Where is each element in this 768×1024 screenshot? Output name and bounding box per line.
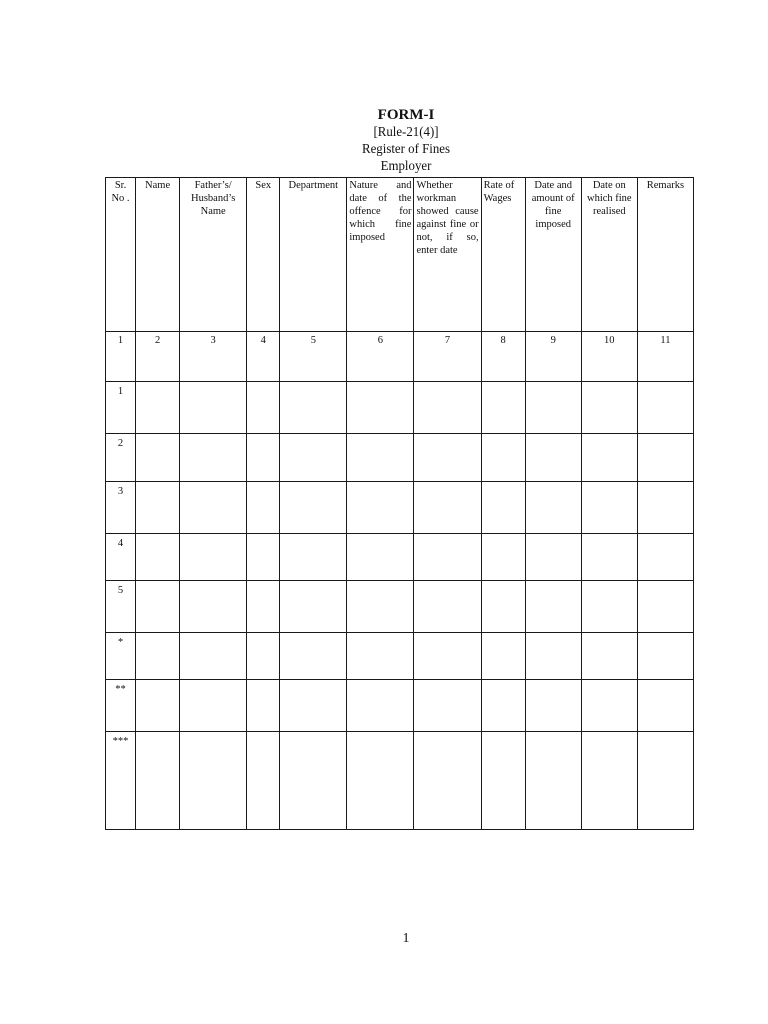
register-of-fines-table [105,177,694,830]
table-cell [347,382,414,434]
column-header: Department [280,178,347,332]
column-number: 4 [247,332,280,382]
table-cell [414,534,481,581]
table-cell [637,534,693,581]
table-cell [414,633,481,680]
table-cell [247,482,280,534]
column-header: Sr. No . [106,178,136,332]
table-cell [247,680,280,732]
column-number: 7 [414,332,481,382]
table-cell [581,581,637,633]
table-cell [481,581,525,633]
table-cell [525,581,581,633]
table-cell [280,680,347,732]
column-header: Remarks [637,178,693,332]
table-cell [637,482,693,534]
table-cell [180,534,247,581]
table-cell [180,581,247,633]
table-cell [581,534,637,581]
rule-reference: [Rule-21(4)] [373,125,439,140]
table-cell [525,534,581,581]
column-number: 10 [581,332,637,382]
table-cell [280,581,347,633]
column-header-row [106,178,694,332]
table-cell [347,633,414,680]
employer-label: Employer [380,159,432,174]
table-cell [581,434,637,482]
column-header: Sex [247,178,280,332]
column-number: 1 [106,332,136,382]
table-cell [481,382,525,434]
serial-number-cell: 3 [106,482,136,534]
table-cell [637,581,693,633]
table-cell [414,434,481,482]
table-cell [525,482,581,534]
column-number: 3 [180,332,247,382]
table-cell [637,434,693,482]
table-cell [481,680,525,732]
table-cell [136,581,180,633]
table-cell [637,732,693,830]
form-header [0,107,768,175]
table-cell [180,482,247,534]
serial-number-cell: 2 [106,434,136,482]
table-row [106,382,694,434]
table-cell [136,534,180,581]
serial-number-cell: 1 [106,382,136,434]
form-title: FORM-I [377,107,435,123]
table-cell [180,680,247,732]
table-cell [581,633,637,680]
table-cell [136,680,180,732]
table-cell [247,434,280,482]
table-cell [280,534,347,581]
table-cell [481,534,525,581]
table-cell [347,534,414,581]
table-row [106,534,694,581]
column-number: 5 [280,332,347,382]
table-cell [525,633,581,680]
table-cell [414,732,481,830]
serial-number-cell: * [106,633,136,680]
table-row [106,581,694,633]
column-header: Nature and date of the offence for which fine imposed [347,178,414,332]
table-cell [280,382,347,434]
table-cell [414,581,481,633]
table-cell [136,732,180,830]
serial-number-cell: ** [106,680,136,732]
table-cell [581,482,637,534]
table-cell [280,482,347,534]
table-cell [637,680,693,732]
column-header: Whether workman showed cause against fine or not, if so, enter date [414,178,481,332]
table-row [106,434,694,482]
table-cell [180,633,247,680]
register-title: Register of Fines [361,142,451,157]
register-body [106,332,694,830]
column-number: 11 [637,332,693,382]
table-cell [637,633,693,680]
table-cell [247,534,280,581]
table-cell [481,434,525,482]
table-cell [347,680,414,732]
table-cell [180,434,247,482]
column-number: 2 [136,332,180,382]
table-cell [136,382,180,434]
table-cell [525,382,581,434]
table-cell [481,633,525,680]
table-cell [247,732,280,830]
table-cell [581,680,637,732]
table-cell [525,732,581,830]
serial-number-cell: *** [106,732,136,830]
table-row [106,482,694,534]
column-header: Date and amount of fine imposed [525,178,581,332]
column-number: 9 [525,332,581,382]
table-cell [481,732,525,830]
table-cell [347,434,414,482]
table-cell [180,382,247,434]
table-cell [581,382,637,434]
column-header: Rate of Wages [481,178,525,332]
serial-number-cell: 5 [106,581,136,633]
column-header: Name [136,178,180,332]
table-cell [414,482,481,534]
table-cell [247,382,280,434]
column-header: Date on which fine realised [581,178,637,332]
table-cell [347,482,414,534]
table-cell [347,581,414,633]
table-cell [280,434,347,482]
table-cell [525,680,581,732]
table-cell [637,382,693,434]
column-number-row [106,332,694,382]
table-cell [581,732,637,830]
table-cell [136,434,180,482]
table-cell [280,633,347,680]
table-cell [136,633,180,680]
table-cell [280,732,347,830]
table-cell [481,482,525,534]
table-row [106,680,694,732]
column-number: 6 [347,332,414,382]
table-row [106,633,694,680]
table-cell [414,382,481,434]
serial-number-cell: 4 [106,534,136,581]
column-header: Father’s/ Husband’s Name [180,178,247,332]
column-number: 8 [481,332,525,382]
table-cell [247,581,280,633]
table-cell [247,633,280,680]
table-cell [525,434,581,482]
table-cell [347,732,414,830]
table-cell [136,482,180,534]
page-number: 1 [402,931,410,946]
table-cell [414,680,481,732]
table-cell [180,732,247,830]
table-row [106,732,694,830]
